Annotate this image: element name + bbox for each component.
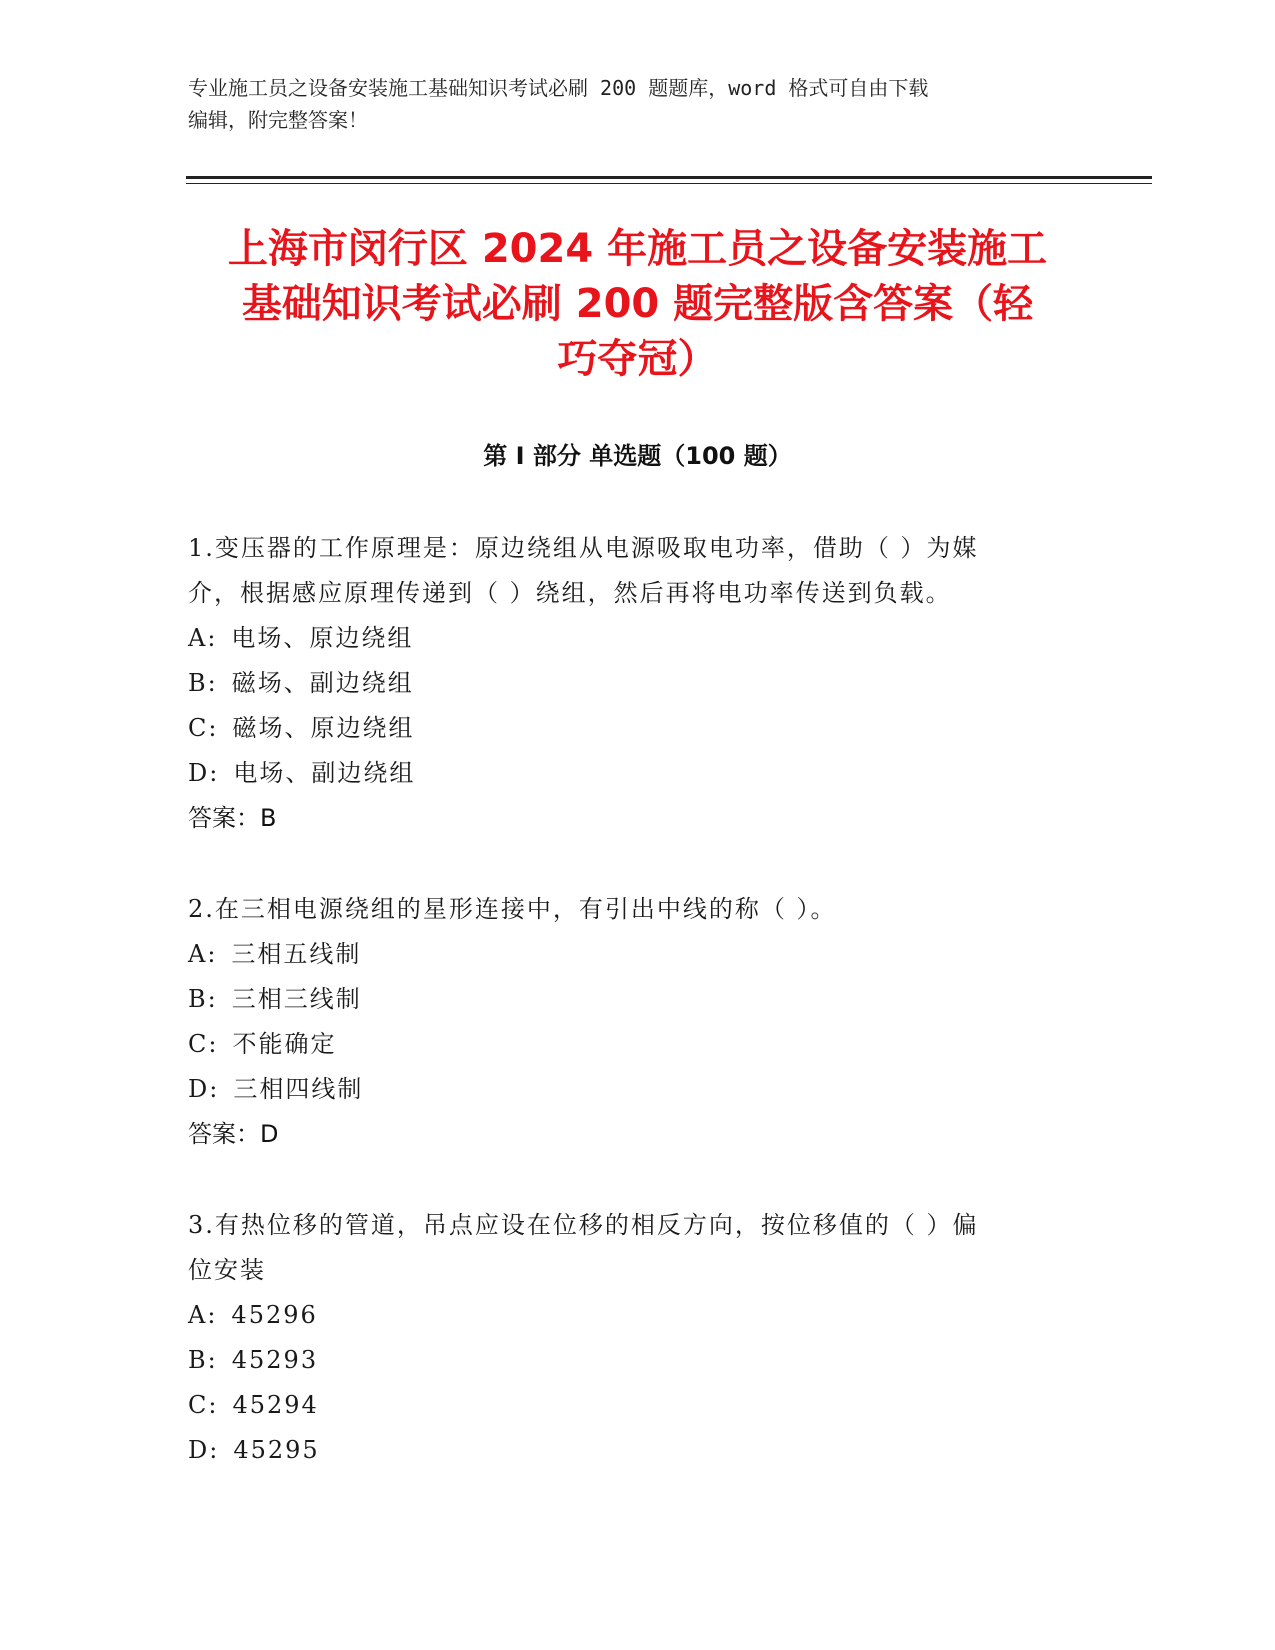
option-key: C: (188, 1030, 219, 1058)
option-key: B: (188, 985, 218, 1013)
option-key: B: (188, 1346, 218, 1374)
option-b (188, 1338, 1088, 1383)
answer-line: 答案：D (188, 1120, 279, 1148)
document-title-line-3: 巧夺冠） (557, 336, 718, 382)
header-note-line-2: 编辑，附完整答案！ (188, 108, 368, 132)
option-text: 磁场、副边绕组 (231, 669, 414, 697)
option-text: 三相三线制 (231, 985, 362, 1013)
option-c (188, 706, 1088, 751)
option-text: 不能确定 (232, 1030, 337, 1058)
question-3 (188, 1203, 1088, 1473)
option-key: A: (188, 940, 218, 968)
header-note (188, 72, 1088, 136)
option-key: D: (188, 1436, 220, 1464)
option-text: 45293 (231, 1346, 319, 1374)
question-stem-line: 1.变压器的工作原理是：原边绕组从电源吸取电功率，借助（ ）为媒 (188, 534, 979, 562)
option-b (188, 977, 1088, 1022)
option-text: 45294 (232, 1391, 319, 1419)
document-title (140, 222, 1135, 387)
option-key: A: (188, 1301, 218, 1329)
header-note-line-1: 专业施工员之设备安装施工基础知识考试必刷 200 题题库，word 格式可自由下载 (188, 76, 929, 100)
document-title-line-1: 上海市闵行区 2024 年施工员之设备安装施工 (227, 226, 1048, 272)
option-a (188, 616, 1088, 661)
section-heading: 第 I 部分 单选题（100 题） (483, 442, 792, 470)
option-a (188, 932, 1088, 977)
option-d (188, 1428, 1088, 1473)
option-c (188, 1383, 1088, 1428)
option-text: 磁场、原边绕组 (232, 714, 415, 742)
question-stem-line: 2.在三相电源绕组的星形连接中，有引出中线的称（ ）。 (188, 895, 837, 923)
option-text: 45296 (231, 1301, 318, 1329)
question-stem-line: 介，根据感应原理传递到（ ）绕组，然后再将电功率传送到负载。 (188, 579, 952, 607)
option-text: 三相五线制 (231, 940, 362, 968)
option-c (188, 1022, 1088, 1067)
answer-line: 答案：B (188, 804, 277, 832)
option-key: C: (188, 1391, 219, 1419)
option-a (188, 1293, 1088, 1338)
header-divider-thin (186, 183, 1152, 184)
option-key: C: (188, 714, 219, 742)
question-stem-line: 3.有热位移的管道，吊点应设在位移的相反方向，按位移值的（ ）偏 (188, 1211, 979, 1239)
document-title-line-2: 基础知识考试必刷 200 题完整版含答案（轻 (241, 281, 1034, 327)
option-b (188, 661, 1088, 706)
option-text: 45295 (233, 1436, 320, 1464)
option-text: 电场、原边绕组 (231, 624, 414, 652)
header-divider-thick (186, 176, 1152, 179)
question-2 (188, 887, 1088, 1157)
option-d (188, 751, 1088, 796)
question-1 (188, 526, 1088, 841)
option-key: D: (188, 759, 220, 787)
question-stem-line: 位安装 (188, 1256, 266, 1284)
option-key: D: (188, 1075, 220, 1103)
option-key: A: (188, 624, 218, 652)
option-text: 三相四线制 (233, 1075, 364, 1103)
option-d (188, 1067, 1088, 1112)
option-text: 电场、副边绕组 (233, 759, 416, 787)
option-key: B: (188, 669, 218, 697)
question-list (188, 526, 1088, 1519)
